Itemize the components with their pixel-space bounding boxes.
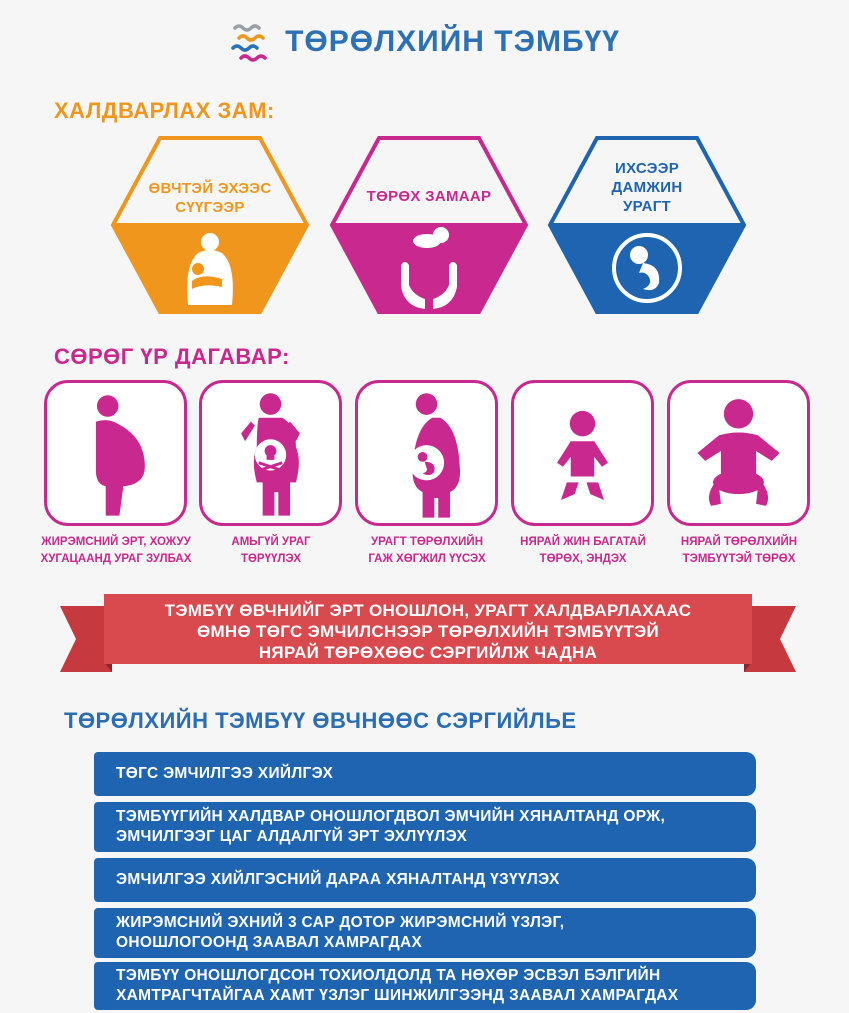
bacteria-logo-icon bbox=[229, 20, 273, 64]
prevention-item bbox=[94, 858, 756, 902]
prevention-item-line: ЭМЧИЛГЭЭГ ЦАГ АЛДАЛГҮЙ ЭРТ ЭХЛҮҮЛЭХ bbox=[116, 828, 468, 845]
pregnant-fetus-icon bbox=[358, 383, 495, 523]
consequence-label-line: АМЬГҮЙ УРАГ bbox=[231, 536, 311, 548]
page-title: ТӨРӨЛХИЙН ТЭМБҮҮ bbox=[285, 25, 620, 58]
consequence-label bbox=[342, 534, 512, 568]
transmission-breastmilk bbox=[110, 135, 310, 315]
consequence-label bbox=[654, 534, 824, 568]
consequence-label bbox=[186, 534, 356, 568]
sick-baby-icon bbox=[670, 383, 807, 523]
hex-label-line: ИХСЭЭР bbox=[615, 160, 679, 177]
banner-line: ӨМНӨ ТӨГС ЭМЧИЛСНЭЭР ТӨРӨЛХИЙН ТЭМБҮҮТЭЙ bbox=[196, 622, 660, 641]
header bbox=[0, 18, 849, 66]
consequence-label bbox=[498, 534, 668, 568]
prevention-item-line: ТЭМБҮҮ ОНОШЛОГДСОН ТОХИОЛДОЛД ТА НӨХӨР ЭСВЭЛ БЭЛГИЙН bbox=[116, 967, 661, 984]
consequence-label-line: НЯРАЙ ТӨРӨЛХИЙН bbox=[680, 536, 798, 548]
hexagon-magenta bbox=[329, 135, 529, 315]
consequence-label-line: ГАЖ ХӨГЖИЛ ҮҮСЭХ bbox=[368, 553, 486, 565]
hex-label-line: ТӨРӨХ ЗАМААР bbox=[366, 188, 492, 205]
pregnant-woman-icon bbox=[47, 383, 184, 523]
pregnant-skull-icon bbox=[202, 383, 339, 523]
consequence-label-line: УРАГТ ТӨРӨЛХИЙН bbox=[370, 536, 484, 548]
consequence-label-line: ТӨРӨХ, ЭНДЭХ bbox=[539, 553, 627, 565]
consequence-label-line: ТЭМБҮҮТЭЙ ТӨРӨХ bbox=[682, 553, 796, 565]
hex-label-line: ДАМЖИН bbox=[611, 179, 683, 196]
consequence-card-miscarriage bbox=[44, 380, 187, 526]
prevention-heading: ТӨРӨЛХИЙН ТЭМБҮҮ ӨВЧНӨӨС СЭРГИЙЛЬЕ bbox=[64, 708, 577, 733]
banner-line: НЯРАЙ ТӨРӨХӨӨС СЭРГИЙЛЖ ЧАДНА bbox=[258, 643, 598, 662]
prevention-item-line: ТӨГС ЭМЧИЛГЭЭ ХИЙЛГЭХ bbox=[116, 765, 334, 782]
small-baby-icon bbox=[514, 383, 651, 523]
consequence-label-line: ХУГАЦААНД УРАГ ЗУЛБАХ bbox=[40, 553, 192, 565]
consequences-heading: СӨРӨГ ҮР ДАГАВАР: bbox=[54, 344, 290, 369]
prevention-item bbox=[94, 962, 756, 1010]
banner-text bbox=[108, 600, 748, 663]
hex-label-line: УРАГТ bbox=[622, 198, 672, 215]
prevention-item-line: ТЭМБҮҮГИЙН ХАЛДВАР ОНОШЛОГДВОЛ ЭМЧИЙН ХЯНАЛТАНД ОРЖ, bbox=[116, 808, 666, 825]
consequence-card-birth-defect bbox=[355, 380, 498, 526]
consequence-card-low-birth-weight bbox=[511, 380, 654, 526]
hex-label-line: СҮҮГЭЭР bbox=[175, 199, 245, 216]
consequence-label-line: НЯРАЙ ЖИН БАГАТАЙ bbox=[520, 536, 646, 548]
prevention-item bbox=[94, 802, 756, 852]
prevention-item bbox=[94, 908, 756, 958]
consequence-label-line: ЖИРЭМСНИЙ ЭРТ, ХОЖУУ bbox=[41, 536, 191, 548]
prevention-item-line: ЖИРЭМСНИЙ ЭХНИЙ 3 САР ДОТОР ЖИРЭМСНИЙ ҮЗЛЭГ, bbox=[116, 914, 565, 931]
transmission-placenta bbox=[547, 135, 747, 315]
prevention-item-line: ОНОШЛОГООНД ЗААВАЛ ХАМРАГДАХ bbox=[116, 934, 423, 951]
prevention-item-line: ХАМТРАГЧТАЙГАА ХАМТ ҮЗЛЭГ ШИНЖИЛГЭЭНД ЗААВАЛ ХАМРАГДАХ bbox=[116, 987, 679, 1004]
prevention-item-line: ЭМЧИЛГЭЭ ХИЙЛГЭСНИЙ ДАРАА ХЯНАЛТАНД ҮЗҮҮЛЭХ bbox=[116, 871, 560, 888]
consequence-card-stillbirth bbox=[199, 380, 342, 526]
hexagon-orange bbox=[110, 135, 310, 315]
consequence-label bbox=[31, 534, 201, 568]
consequence-card-congenital-syphilis bbox=[667, 380, 810, 526]
banner-line: ТЭМБҮҮ ӨВЧНИЙГ ЭРТ ОНОШЛОН, УРАГТ ХАЛДВАРЛАХААС bbox=[164, 601, 692, 620]
hex-label-line: ӨВЧТЭЙ ЭХЭЭС bbox=[148, 180, 272, 197]
transmission-heading: ХАЛДВАРЛАХ ЗАМ: bbox=[54, 98, 275, 123]
consequence-label-line: ТӨРҮҮЛЭХ bbox=[240, 553, 302, 565]
prevention-item bbox=[94, 752, 756, 796]
transmission-birth-canal bbox=[329, 135, 529, 315]
